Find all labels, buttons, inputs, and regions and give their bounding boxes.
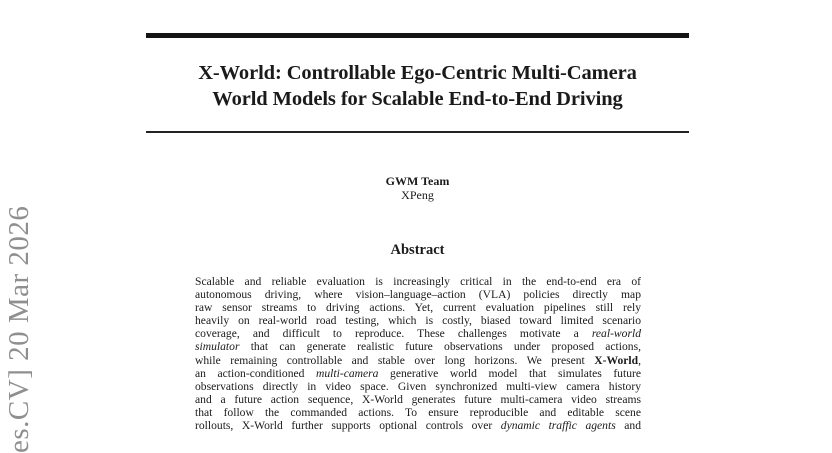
abstract-line: raw sensor streams to driving actions. Yet, current evaluation pipelines still rely	[195, 301, 641, 315]
title-line-1: X-World: Controllable Ego-Centric Multi-Camera	[198, 62, 637, 84]
abstract-line: while remaining controllable and stable over long horizons. We present X-World,	[195, 353, 641, 367]
paper-title	[146, 60, 689, 112]
abstract-line: rollouts, X-World further supports optional controls over dynamic traffic agents and	[195, 419, 641, 433]
abstract-heading: Abstract	[390, 242, 445, 258]
abstract-line: autonomous driving, where vision–language–action (VLA) policies directly map	[195, 288, 641, 302]
emphasis-real-world: real-world	[591, 327, 641, 341]
title-line-2: World Models for Scalable End-to-End Driving	[212, 88, 623, 110]
abstract-line: Scalable and reliable evaluation is increasingly critical in the end-to-end era of	[195, 275, 641, 288]
emphasis-multi-camera: multi-camera	[316, 366, 379, 380]
abstract-line: and a future action sequence, X-World generates future multi-camera video streams	[195, 392, 641, 406]
emphasis-x-world: X-World	[594, 353, 639, 367]
abstract-line: heavily on real-world road testing, which is costly, biased toward limited scenario	[195, 314, 641, 328]
abstract-line: an action-conditioned multi-camera generative world model that simulates future	[195, 366, 641, 380]
emphasis-simulator: simulator	[195, 340, 240, 354]
arxiv-side-stamp: es.CV] 20 Mar 2026	[3, 205, 35, 453]
author-name: GWM Team	[385, 174, 450, 188]
author-block	[146, 174, 689, 202]
abstract-line: coverage, and difficult to reproduce. These challenges motivate a real-world	[195, 327, 641, 341]
abstract-line: that follow the commanded actions. To ensure reproducible and editable scene	[195, 405, 641, 419]
title-top-rule	[146, 33, 689, 38]
abstract-body	[195, 275, 641, 432]
abstract-line: simulator that can generate realistic future observations under proposed actions,	[195, 340, 641, 354]
title-bottom-rule	[146, 131, 689, 133]
abstract-line: observations directly in video space. Given synchronized multi-view camera history	[195, 379, 641, 393]
author-affiliation: XPeng	[401, 188, 434, 202]
emphasis-dynamic-traffic-agents: dynamic traffic agents	[500, 419, 616, 433]
